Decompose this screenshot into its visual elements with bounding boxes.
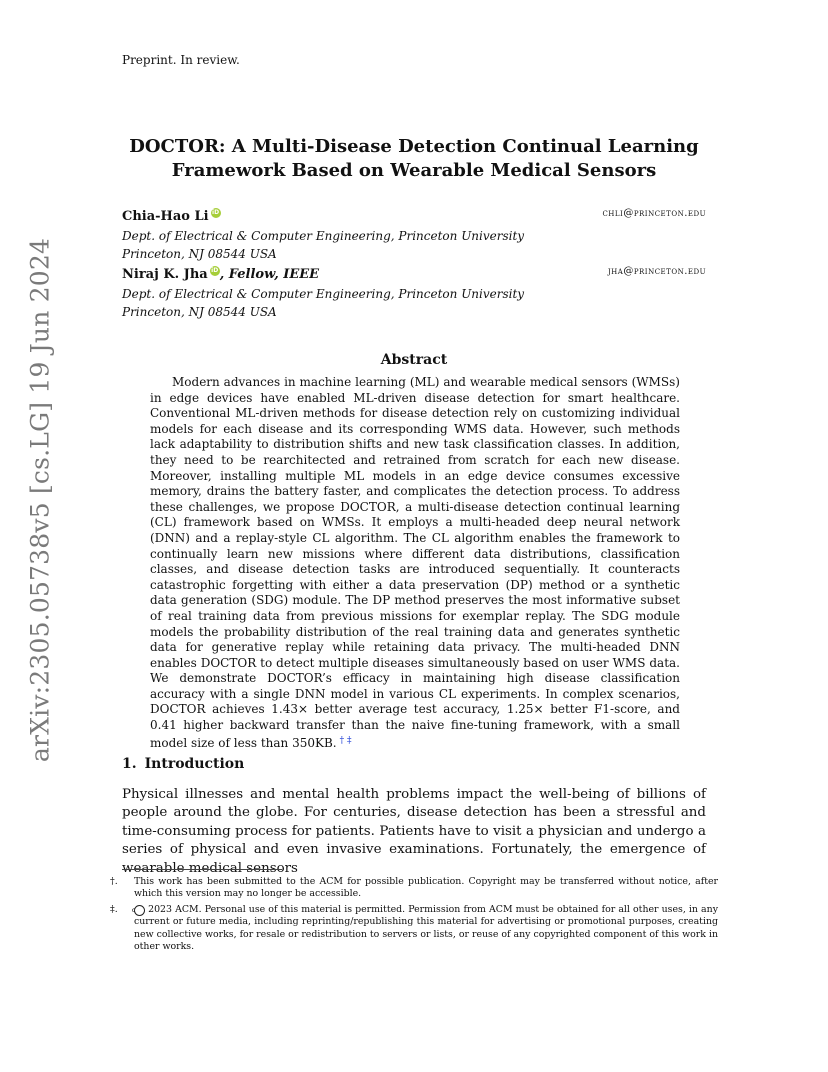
footnote-reference-marks[interactable]: † ‡ [339,735,352,746]
section-title: Introduction [144,756,245,772]
copyright-icon: c [134,905,145,916]
orcid-icon[interactable]: iD [211,267,219,274]
author-2 [122,266,706,282]
author-role: , Fellow, IEEE [219,267,320,282]
footnote-text: 2023 ACM. Personal use of this material is permitted. Permission from ACM must be obtained for all other uses, in any current or future media, including reprinting/republishing this material for advertising or promotional purposes, creating new collective works, for resale or redistribution to servers or lists, or reuse of any copyrighted component of this work in other works. [134,904,718,953]
footnote-mark: †. [110,876,118,887]
footnote-mark: ‡. [110,904,118,915]
author-1 [122,208,706,224]
author-1-affiliation [122,227,524,263]
title-line-2: Framework Based on Wearable Medical Sensors [171,160,657,181]
author-name: Niraj K. Jha [122,267,208,282]
abstract-heading: Abstract [380,352,448,368]
title-line-1: DOCTOR: A Multi-Disease Detection Continual Learning [129,136,699,157]
preprint-note: Preprint. In review. [122,53,240,67]
introduction-paragraph: Physical illnesses and mental health problems impact the well-being of billions of people around the globe. For centuries, disease detection has been a stressful and time-consuming process for patients. Patients have to visit a physician and undergo a series of physical and even invasive examinations. Fortunately, the emergence of wearable medical sensors [122,787,706,876]
footnote-divider [122,869,282,870]
author-email[interactable]: chli@princeton.edu [602,208,706,219]
affiliation-line: Princeton, NJ 08544 USA [122,247,277,261]
section-number: 1. [122,756,137,772]
footnote-2 [110,904,718,954]
footnote-1 [110,876,718,901]
affiliation-line: Princeton, NJ 08544 USA [122,305,277,319]
abstract-body [150,375,680,751]
arxiv-stamp: arXiv:2305.05738v5 [cs.LG] 19 Jun 2024 [25,237,55,763]
affiliation-line: Dept. of Electrical & Computer Engineering, Princeton University [122,287,525,301]
author-email[interactable]: jha@princeton.edu [607,266,706,277]
author-name: Chia-Hao Li [122,209,209,224]
author-2-affiliation [122,285,524,321]
orcid-icon[interactable]: iD [212,209,220,216]
footnote-text: This work has been submitted to the ACM for possible publication. Copyright may be transferred without notice, after which this version may no longer be accessible. [134,876,718,900]
paper-title [122,135,706,183]
section-heading [122,756,244,772]
abstract-text: Modern advances in machine learning (ML) and wearable medical sensors (WMSs) in edge devices have enabled ML-driven disease detection for smart healthcare. Conventional ML-driven methods for disease detection rely on customizing individual models for each disease and its corresponding WMS data. However, such methods lack adaptability to distribution shifts and new task classification classes. In addition, they need to be rearchitected and retrained from scratch for each new disease. Moreover, installing multiple ML models in an edge device consumes excessive memory, drains the battery faster, and complicates the detection process. To address these challenges, we propose DOCTOR, a multi-disease detection continual learning (CL) framework based on WMSs. It employs a multi-headed deep neural network (DNN) and a replay-style CL algorithm. The CL algorithm enables the framework to continually learn new missions where different data distributions, classification classes, and disease detection tasks are introduced sequentially. It counteracts catastrophic forgetting with either a data preservation (DP) method or a synthetic data generation (SDG) module. The DP method preserves the most informative subset of real training data from previous missions for exemplar replay. The SDG module models the probability distribution of the real training data and generates synthetic data for generative replay while retaining data privacy. The multi-headed DNN enables DOCTOR to detect multiple diseases simultaneously based on user WMS data. We demonstrate DOCTOR’s efficacy in maintaining high disease classification accuracy with a single DNN model in various CL experiments. In complex scenarios, DOCTOR achieves 1.43× better average test accuracy, 1.25× better F1-score, and 0.41 higher backward transfer than the naive fine-tuning framework, with a small model size of less than 350KB. [150,375,680,750]
affiliation-line: Dept. of Electrical & Computer Engineering, Princeton University [122,229,525,243]
